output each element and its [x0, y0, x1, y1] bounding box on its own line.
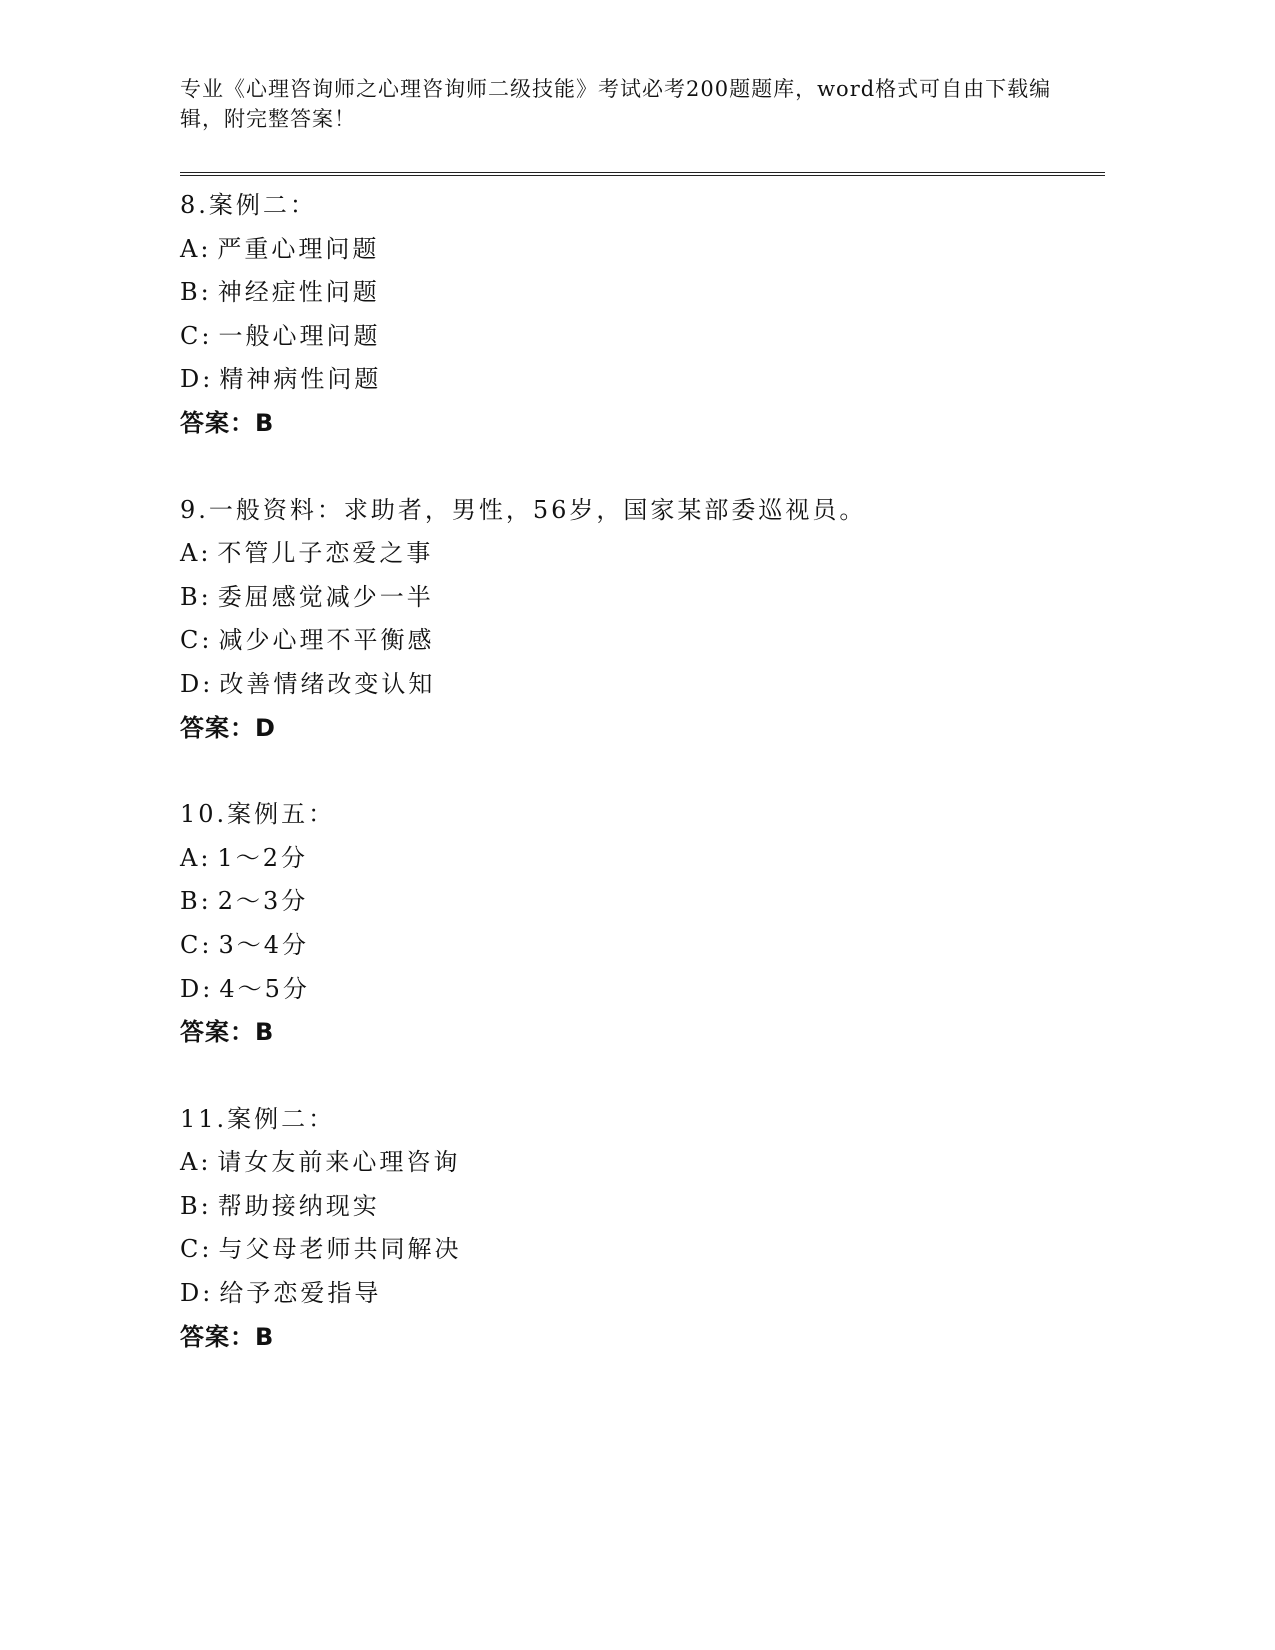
- answer-line: 答案：D: [180, 713, 276, 742]
- answer-line: 答案：B: [180, 1322, 275, 1351]
- question-stem: 8.案例二：: [180, 191, 317, 219]
- option-letter: C:: [180, 321, 213, 350]
- option-letter: D:: [180, 365, 214, 394]
- option-letter: A:: [180, 234, 212, 263]
- option-a: [180, 532, 1100, 576]
- option-text: 改善情绪改变认知: [219, 669, 436, 698]
- option-a: [180, 837, 1100, 881]
- option-letter: B:: [180, 582, 212, 611]
- option-d: [180, 663, 1100, 707]
- option-text: 帮助接纳现实: [217, 1191, 380, 1220]
- option-letter: C:: [180, 930, 213, 959]
- option-letter: A:: [180, 843, 212, 872]
- option-letter: D:: [180, 974, 214, 1003]
- option-letter: A:: [180, 1148, 212, 1177]
- header-divider: [180, 172, 1105, 176]
- document-header: 专业《心理咨询师之心理咨询师二级技能》考试必考200题题库，word格式可自由下载编辑，附完整答案！: [180, 77, 1052, 131]
- option-text: 请女友前来心理咨询: [217, 1148, 461, 1177]
- option-b: [180, 271, 1100, 315]
- option-letter: B:: [180, 1191, 212, 1220]
- option-letter: A:: [180, 539, 212, 568]
- option-text: 1～2分: [217, 843, 308, 872]
- option-text: 委屈感觉减少一半: [217, 582, 434, 611]
- option-text: 3～4分: [218, 930, 309, 959]
- option-letter: C:: [180, 626, 213, 655]
- option-b: [180, 576, 1100, 620]
- option-text: 精神病性问题: [219, 365, 382, 394]
- question-8: [180, 184, 1100, 446]
- option-d: [180, 358, 1100, 402]
- option-c: [180, 924, 1100, 968]
- option-d: [180, 1272, 1100, 1316]
- question-9: [180, 489, 1100, 751]
- option-b: [180, 1185, 1100, 1229]
- option-text: 4～5分: [219, 974, 310, 1003]
- option-letter: D:: [180, 1279, 214, 1308]
- option-c: [180, 1228, 1100, 1272]
- question-11: [180, 1098, 1100, 1360]
- option-d: [180, 968, 1100, 1012]
- option-text: 2～3分: [217, 887, 309, 916]
- option-text: 一般心理问题: [218, 321, 381, 350]
- option-text: 神经症性问题: [217, 278, 380, 307]
- option-text: 给予恋爱指导: [219, 1279, 382, 1308]
- question-list: [180, 184, 1100, 1402]
- question-10: [180, 793, 1100, 1055]
- option-text: 减少心理不平衡感: [218, 626, 435, 655]
- question-stem: 10.案例五：: [180, 800, 336, 829]
- option-a: [180, 228, 1100, 272]
- option-letter: B:: [180, 278, 212, 307]
- answer-line: 答案：B: [180, 1018, 275, 1047]
- option-a: [180, 1141, 1100, 1185]
- option-text: 与父母老师共同解决: [218, 1235, 462, 1264]
- option-text: 不管儿子恋爱之事: [217, 539, 434, 568]
- option-c: [180, 619, 1100, 663]
- option-text: 严重心理问题: [217, 234, 380, 263]
- option-letter: D:: [180, 669, 214, 698]
- question-stem: 11.案例二：: [180, 1104, 336, 1133]
- answer-line: 答案：B: [180, 408, 275, 437]
- option-c: [180, 315, 1100, 359]
- option-b: [180, 880, 1100, 924]
- option-letter: C:: [180, 1235, 213, 1264]
- question-stem: 9.一般资料：求助者，男性，56岁，国家某部委巡视员。: [180, 495, 867, 524]
- option-letter: B:: [180, 887, 212, 916]
